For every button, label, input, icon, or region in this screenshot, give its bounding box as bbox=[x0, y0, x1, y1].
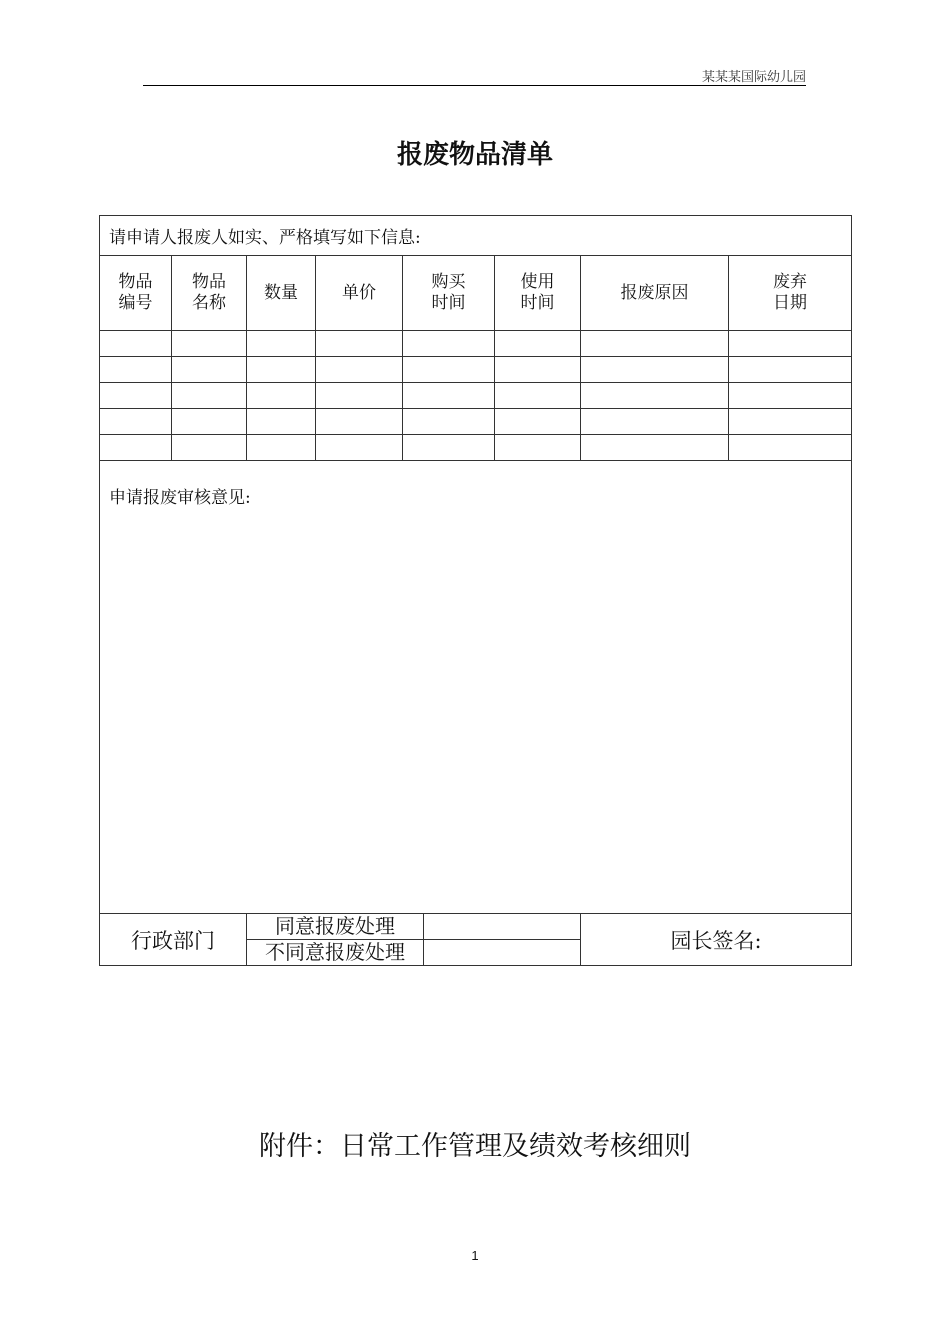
column-header-text: 物品 bbox=[118, 272, 153, 292]
page-title: 报废物品清单 bbox=[396, 140, 553, 170]
entry-cell[interactable] bbox=[247, 383, 316, 409]
admin-dept-label: 行政部门 bbox=[100, 914, 247, 966]
entry-cell[interactable] bbox=[100, 409, 172, 435]
column-header-text: 使用 bbox=[520, 272, 555, 292]
table-row bbox=[100, 409, 852, 435]
entry-cell[interactable] bbox=[247, 435, 316, 461]
review-opinion-area[interactable] bbox=[100, 461, 852, 914]
org-name: 某某某国际幼儿园 bbox=[701, 70, 806, 85]
entry-cell[interactable] bbox=[247, 409, 316, 435]
entry-cell[interactable] bbox=[247, 357, 316, 383]
table-row bbox=[100, 383, 852, 409]
entry-cell[interactable] bbox=[100, 331, 172, 357]
column-header bbox=[581, 256, 729, 331]
column-header bbox=[729, 256, 852, 331]
entry-cell[interactable] bbox=[403, 409, 495, 435]
principal-signature[interactable]: 园长签名: bbox=[581, 914, 852, 966]
entry-cell[interactable] bbox=[172, 357, 247, 383]
entry-cell[interactable] bbox=[495, 409, 581, 435]
entry-cell[interactable] bbox=[172, 331, 247, 357]
column-header-text: 编号 bbox=[118, 293, 153, 313]
table-row bbox=[100, 357, 852, 383]
column-header-text: 名称 bbox=[192, 293, 226, 313]
entry-cell[interactable] bbox=[172, 409, 247, 435]
column-header-text: 报废原因 bbox=[620, 282, 689, 303]
entry-cell[interactable] bbox=[100, 383, 172, 409]
agree-checkbox-cell[interactable] bbox=[424, 914, 581, 940]
column-header-text: 时间 bbox=[431, 293, 466, 313]
entry-cell[interactable] bbox=[316, 435, 403, 461]
attachment-title: 附件：日常工作管理及绩效考核细则 bbox=[259, 1131, 691, 1162]
entry-cell[interactable] bbox=[729, 383, 852, 409]
column-header-text: 数量 bbox=[264, 282, 298, 303]
page-number: 1 bbox=[471, 1248, 479, 1263]
column-header bbox=[316, 256, 403, 331]
review-label: 申请报废审核意见: bbox=[109, 488, 251, 508]
column-header-text: 单价 bbox=[342, 282, 376, 303]
entry-cell[interactable] bbox=[495, 435, 581, 461]
table-row bbox=[100, 331, 852, 357]
entry-cell[interactable] bbox=[247, 331, 316, 357]
entry-cell[interactable] bbox=[729, 409, 852, 435]
column-header bbox=[247, 256, 316, 331]
entry-cell[interactable] bbox=[581, 409, 729, 435]
column-header-text: 废弃 bbox=[773, 272, 808, 292]
scrap-form-table bbox=[99, 215, 852, 966]
approval-options bbox=[247, 914, 581, 966]
column-header bbox=[403, 256, 495, 331]
entry-cell[interactable] bbox=[729, 331, 852, 357]
column-header-text: 购买 bbox=[431, 272, 466, 292]
entry-cell[interactable] bbox=[581, 383, 729, 409]
entry-cell[interactable] bbox=[172, 383, 247, 409]
column-header bbox=[172, 256, 247, 331]
entry-cell[interactable] bbox=[316, 409, 403, 435]
entry-cell[interactable] bbox=[581, 435, 729, 461]
column-header bbox=[495, 256, 581, 331]
entry-cell[interactable] bbox=[403, 357, 495, 383]
entry-cell[interactable] bbox=[403, 435, 495, 461]
column-header-text: 物品 bbox=[192, 272, 226, 292]
disagree-checkbox-cell[interactable] bbox=[424, 940, 581, 966]
item-rows bbox=[100, 331, 852, 461]
entry-cell[interactable] bbox=[316, 331, 403, 357]
entry-cell[interactable] bbox=[100, 357, 172, 383]
column-header-text: 时间 bbox=[520, 293, 555, 313]
form-instruction: 请申请人报废人如实、严格填写如下信息: bbox=[100, 216, 852, 256]
entry-cell[interactable] bbox=[100, 435, 172, 461]
entry-cell[interactable] bbox=[495, 357, 581, 383]
column-header bbox=[100, 256, 172, 331]
agree-option[interactable]: 同意报废处理 bbox=[247, 914, 424, 940]
entry-cell[interactable] bbox=[495, 383, 581, 409]
column-header-text: 日期 bbox=[773, 293, 808, 313]
entry-cell[interactable] bbox=[729, 435, 852, 461]
header-rule bbox=[143, 85, 806, 86]
entry-cell[interactable] bbox=[403, 331, 495, 357]
entry-cell[interactable] bbox=[403, 383, 495, 409]
entry-cell[interactable] bbox=[581, 331, 729, 357]
entry-cell[interactable] bbox=[581, 357, 729, 383]
column-header-row bbox=[100, 256, 852, 331]
entry-cell[interactable] bbox=[316, 357, 403, 383]
entry-cell[interactable] bbox=[729, 357, 852, 383]
entry-cell[interactable] bbox=[316, 383, 403, 409]
table-row bbox=[100, 435, 852, 461]
entry-cell[interactable] bbox=[495, 331, 581, 357]
disagree-option[interactable]: 不同意报废处理 bbox=[247, 940, 424, 966]
entry-cell[interactable] bbox=[172, 435, 247, 461]
